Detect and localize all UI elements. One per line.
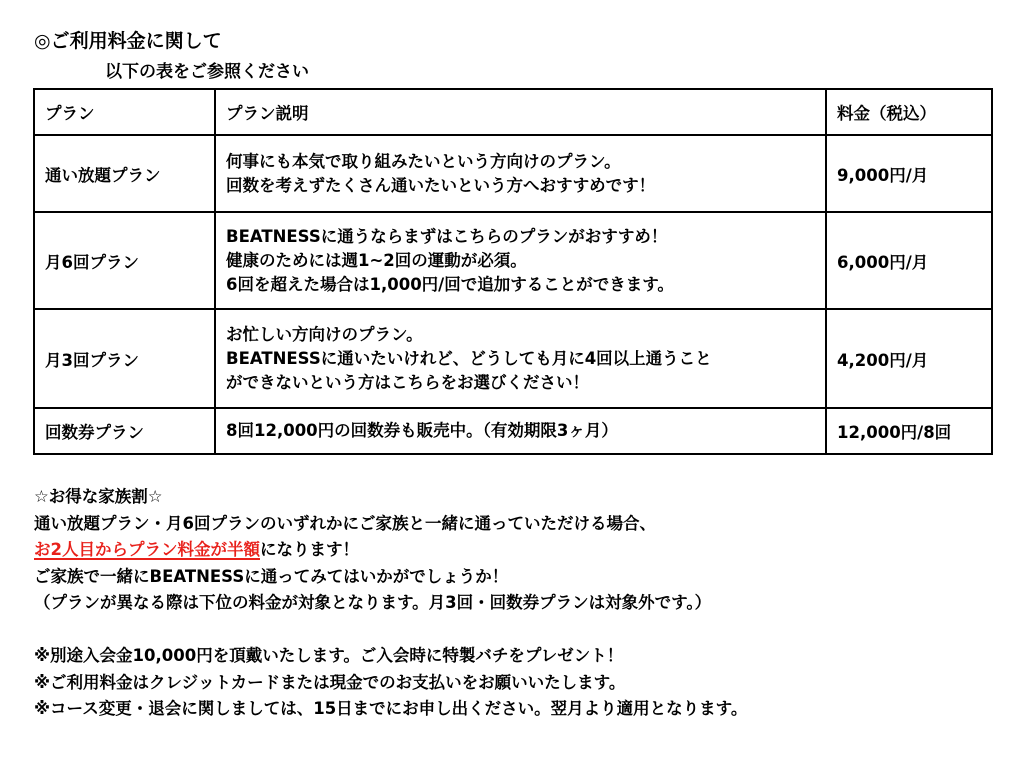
spacer [34,617,747,644]
description-line: 回数を考えずたくさん通いたいという方へおすすめです！ [226,175,656,195]
family-discount-text: 通い放題プラン・月6回プランのいずれかにご家族と一緒に通っていただける場合、 [34,513,656,533]
plan-name: 通い放題プラン [34,135,215,212]
table-row [34,212,992,309]
note-payment: ※ご利用料金はクレジットカードまたは現金でのお支払いをお願いいたします。 [34,672,626,692]
page-heading: ◎ご利用料金に関して [34,30,222,52]
table-row [34,408,992,454]
header-description: プラン説明 [215,89,826,135]
plan-price: 9,000円/月 [826,135,992,212]
description-line: 6回を超えた場合は1,000円/回で追加することができます。 [226,274,674,294]
family-discount-title: ☆お得な家族割☆ [34,487,163,506]
plan-price: 12,000円/8回 [826,408,992,454]
description-line: ができないという方はこちらをお選びください！ [226,372,589,392]
plan-name: 回数券プラン [34,408,215,454]
header-plan: プラン [34,89,215,135]
plan-description [215,212,826,309]
note-cancellation: ※コース変更・退会に関しましては、15日までにお申し出ください。翌月より適用となります。 [34,699,748,718]
pricing-table [33,88,993,455]
description-line: BEATNESSに通いたいけれど、どうしても月に4回以上通うこと [226,348,712,368]
plan-price: 4,200円/月 [826,309,992,408]
description-line: 何事にも本気で取り組みたいという方向けのプラン。 [226,151,621,171]
description-line: お忙しい方向けのプラン。 [226,324,423,344]
notes-section [34,484,747,723]
description-line: BEATNESSに通うならまずはこちらのプランがおすすめ！ [226,226,668,246]
half-price-highlight: お2人目からプラン料金が半額 [34,540,260,559]
table-header-row [34,89,992,135]
family-discount-highlight-line [34,537,747,564]
note-admission-fee: ※別途入会金10,000円を頂戴いたします。ご入会時に特製バチをプレゼント！ [34,646,624,665]
table-row [34,309,992,408]
family-discount-condition: （プランが異なる際は下位の料金が対象となります。月3回・回数券プランは対象外です。） [34,593,712,612]
table-row [34,135,992,212]
plan-description [215,135,826,212]
highlight-suffix: になります！ [259,540,359,559]
header-price: 料金（税込） [826,89,992,135]
plan-description [215,408,826,454]
plan-price: 6,000円/月 [826,212,992,309]
description-line: 8回12,000円の回数券も販売中。（有効期限3ヶ月） [226,421,618,440]
plan-description [215,309,826,408]
plan-name: 月3回プラン [34,309,215,408]
description-line: 健康のためには週1~2回の運動が必須。 [226,250,527,270]
family-discount-invite: ご家族で一緒にBEATNESSに通ってみてはいかがでしょうか！ [34,566,509,586]
page-subheading: 以下の表をご参照ください [105,62,309,82]
plan-name: 月6回プラン [34,212,215,309]
